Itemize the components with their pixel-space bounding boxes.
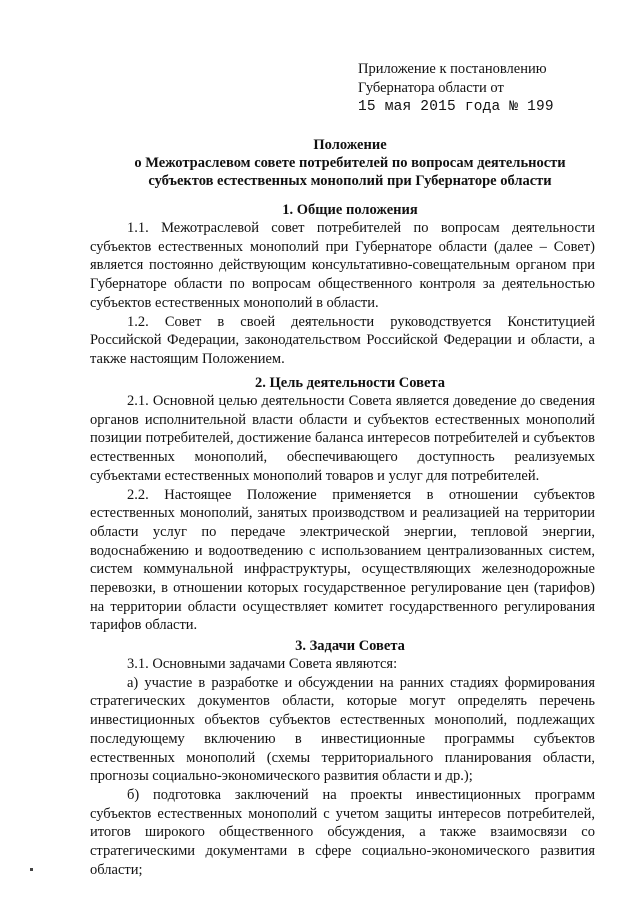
section-1-heading: 1. Общие положения [282,202,418,218]
appendix-line-2: Губернатора области от [358,80,504,96]
paragraph-1-2: 1.2. Совет в своей деятельности руководствуется Конституцией Российской Федерации, законодательством Российской Федерации и области, а также настоящим Положением. [90,313,595,367]
appendix-note [358,60,554,117]
section-2-heading: 2. Цель деятельности Совета [255,375,445,391]
appendix-date-number: 15 мая 2015 года № 199 [358,99,554,115]
title-line-1: Положение [313,137,387,153]
item-a: а) участие в разработке и обсуждении на ранних стадиях формирования стратегических документов области, которые могут определять перечень инвестиционных объектов субъектов естественных монополий, подлежащих последующему включению в инвестиционные программы субъектов естественных монополий (схемы территориального планирования области, прогнозы социально-экономического развития области и др.); [90,674,595,785]
section-1-body [90,219,595,369]
item-b: б) подготовка заключений на проекты инвестиционных программ субъектов естественных монополий с учетом защиты интересов потребителей, итогов широкого общественного обсуждения, а также взаимосвязи со стратегическими документами в сфере социально-экономического развития области; [90,786,595,878]
section-3-heading: 3. Задачи Совета [295,638,405,654]
scan-speck [30,868,33,871]
title-line-3: субъектов естественных монополий при Губернаторе области [148,173,552,189]
document-title [60,136,640,190]
title-line-2: о Межотраслевом совете потребителей по вопросам деятельности [134,155,566,171]
paragraph-3-1: 3.1. Основными задачами Совета являются: [127,656,398,672]
appendix-line-1: Приложение к постановлению [358,61,547,77]
paragraph-2-1: 2.1. Основной целью деятельности Совета является доведение до сведения органов исполнительной власти области и субъектов естественных монополий позиции потребителей, достижение баланса интересов потребителей и субъектов естественных монополий, обеспечивающего доступность реализуемых субъектами естественных монополий товаров и услуг для потребителей. [90,393,595,484]
paragraph-1-1: 1.1. Межотраслевой совет потребителей по вопросам деятельности субъектов естественных монополий при Губернаторе области (далее – Совет) является постоянно действующим консультативно-совещательным органом при Губернаторе области по вопросам общественного контроля за деятельностью субъектов естественных монополий в области. [90,220,595,311]
paragraph-2-2: 2.2. Настоящее Положение применяется в отношении субъектов естественных монополий, занятых производством и реализацией на территории области услуг по передаче электрической энергии, тепловой энергии, водоснабжению и водоотведению с использованием централизованных систем, систем коммунальной инфраструктуры, осуществляющих железнодорожные перевозки, в отношении которых государственное регулирование цен (тарифов) на территории области осуществляет комитет государственного регулирования тарифов области. [90,486,595,634]
section-2-body [90,392,595,635]
section-3-body [90,655,595,879]
